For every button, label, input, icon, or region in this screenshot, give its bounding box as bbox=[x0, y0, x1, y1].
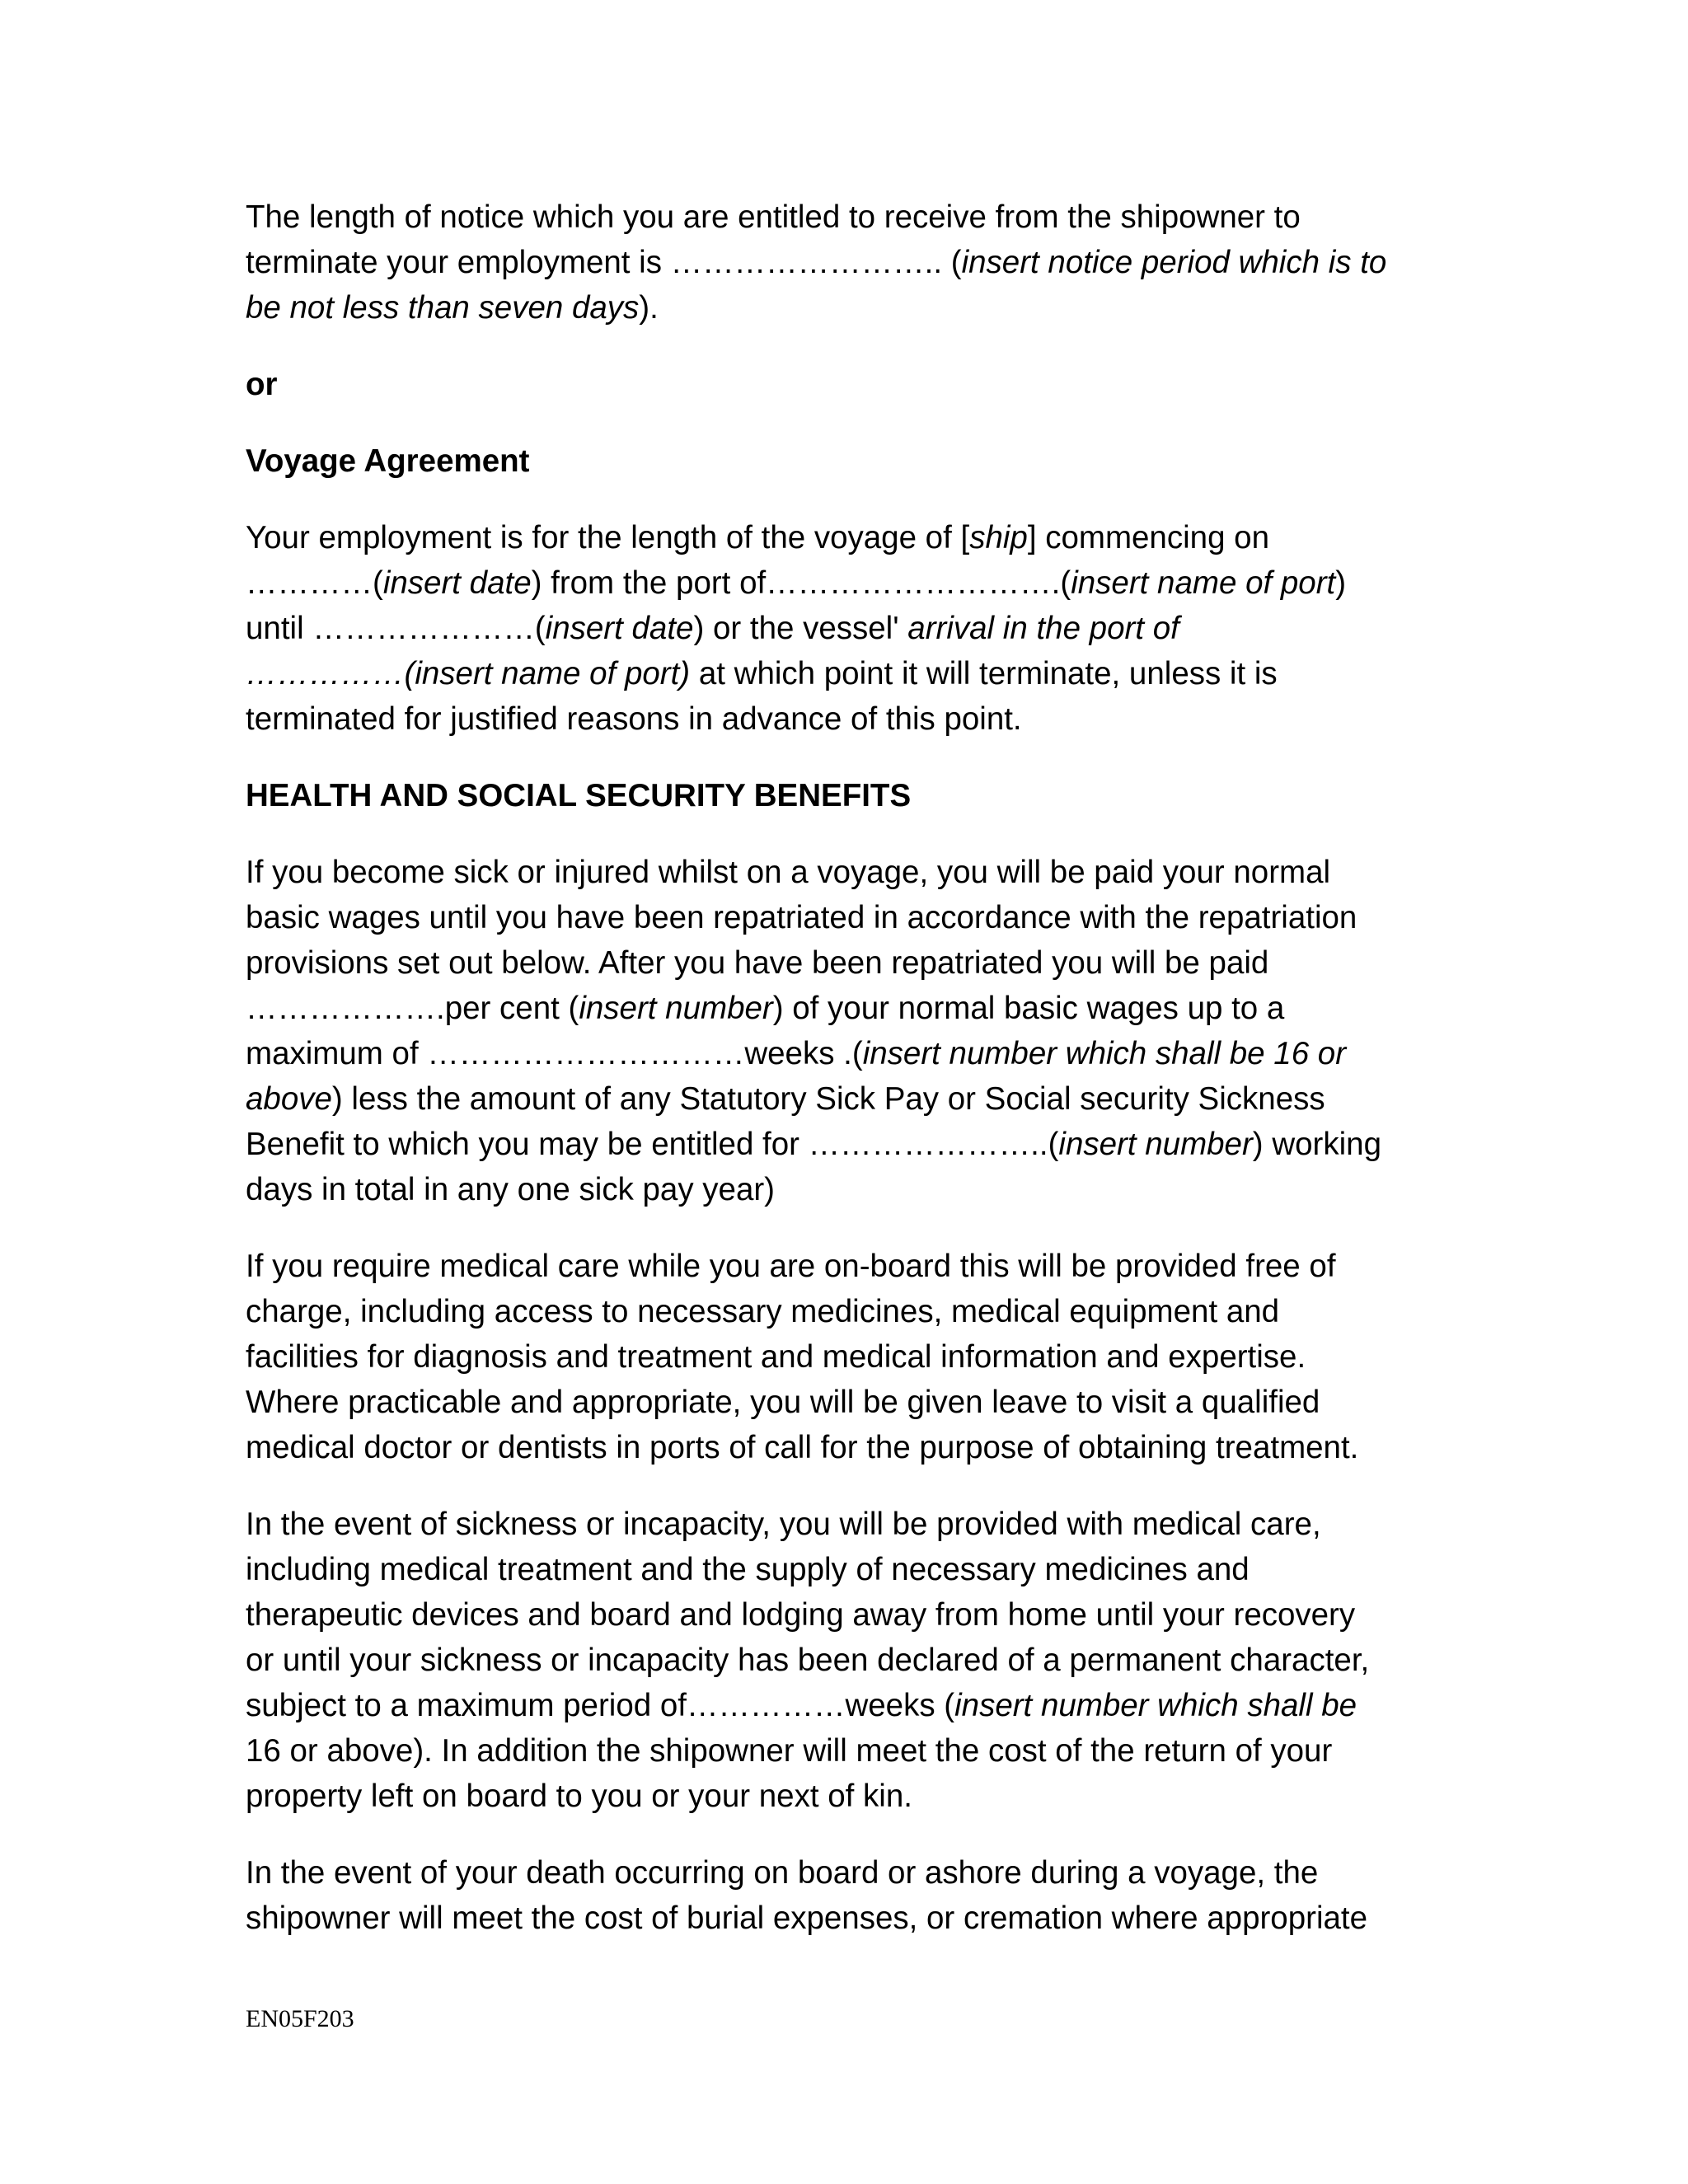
text-run: maximum of …………………………weeks .( bbox=[246, 1036, 863, 1071]
text-run: ) working bbox=[1252, 1127, 1381, 1162]
italic-instruction: insert number which shall be bbox=[954, 1688, 1357, 1723]
voyage-paragraph bbox=[246, 515, 1449, 742]
text-run: ) less the amount of any Statutory Sick Pay or Social security Sickness bbox=[331, 1081, 1325, 1117]
text-line bbox=[246, 285, 1449, 330]
text-line bbox=[246, 1289, 1449, 1334]
text-run: If you become sick or injured whilst on a voyage, you will be paid your normal bbox=[246, 855, 1331, 890]
italic-instruction: ship bbox=[969, 520, 1028, 555]
text-run: …………( bbox=[246, 565, 383, 601]
text-line bbox=[246, 1592, 1449, 1638]
medical-care-paragraph bbox=[246, 1244, 1449, 1470]
voyage-agreement-heading: Voyage Agreement bbox=[246, 443, 530, 479]
incapacity-paragraph bbox=[246, 1502, 1449, 1819]
italic-instruction: insert date bbox=[545, 611, 694, 646]
or-label: or bbox=[246, 367, 278, 402]
text-line bbox=[246, 850, 1449, 895]
death-paragraph bbox=[246, 1850, 1449, 1941]
text-line bbox=[246, 1380, 1449, 1425]
text-run: The length of notice which you are entitled to receive from the shipowner to bbox=[246, 199, 1301, 235]
text-line bbox=[246, 940, 1449, 986]
text-run: Benefit to which you may be entitled for …………………..( bbox=[246, 1127, 1059, 1162]
text-line bbox=[246, 1425, 1449, 1470]
text-line bbox=[246, 1728, 1449, 1774]
text-run: ) from the port of……………………….( bbox=[531, 565, 1071, 601]
text-line bbox=[246, 240, 1449, 285]
text-run: 16 or above). In addition the shipowner will meet the cost of the return of your bbox=[246, 1733, 1333, 1769]
italic-instruction: arrival in the port of bbox=[907, 611, 1179, 646]
text-line bbox=[246, 1502, 1449, 1547]
text-run: ] commencing on bbox=[1027, 520, 1269, 555]
italic-instruction: insert number bbox=[579, 991, 773, 1026]
text-run: days in total in any one sick pay year) bbox=[246, 1172, 775, 1207]
health-benefits-heading: HEALTH AND SOCIAL SECURITY BENEFITS bbox=[246, 778, 912, 813]
text-line bbox=[246, 1638, 1449, 1683]
italic-instruction: insert name of port bbox=[1071, 565, 1336, 601]
text-line bbox=[246, 696, 1449, 742]
text-run: ) bbox=[1335, 565, 1347, 601]
text-run: therapeutic devices and board and lodging away from home until your recovery bbox=[246, 1597, 1356, 1633]
text-line bbox=[246, 1547, 1449, 1592]
text-line bbox=[246, 895, 1449, 940]
text-run: medical doctor or dentists in ports of call for the purpose of obtaining treatment. bbox=[246, 1430, 1359, 1465]
text-line bbox=[246, 1031, 1449, 1076]
text-run: charge, including access to necessary medicines, medical equipment and bbox=[246, 1294, 1280, 1329]
footer-document-code: EN05F203 bbox=[246, 2005, 354, 2032]
text-run: subject to a maximum period of……………weeks ( bbox=[246, 1688, 955, 1723]
text-run: ) of your normal basic wages up to a bbox=[772, 991, 1285, 1026]
text-line bbox=[246, 1167, 1449, 1212]
text-line bbox=[246, 194, 1449, 240]
text-run: terminate your employment is …………………….. ( bbox=[246, 245, 962, 280]
text-line bbox=[246, 1076, 1449, 1122]
text-run: terminated for justified reasons in advance of this point. bbox=[246, 701, 1022, 737]
italic-instruction: ……………(insert name of port) bbox=[246, 656, 691, 691]
text-run: In the event of sickness or incapacity, you will be provided with medical care, bbox=[246, 1507, 1321, 1542]
text-run: If you require medical care while you are on-board this will be provided free of bbox=[246, 1249, 1336, 1284]
sick-pay-paragraph bbox=[246, 850, 1449, 1212]
text-line bbox=[246, 606, 1449, 651]
text-line bbox=[246, 515, 1449, 560]
text-line bbox=[246, 986, 1449, 1031]
notice-paragraph bbox=[246, 194, 1449, 330]
text-run: ) or the vessel' bbox=[693, 611, 908, 646]
text-run: ……………….per cent ( bbox=[246, 991, 579, 1026]
italic-instruction: insert notice period which is to bbox=[961, 245, 1387, 280]
text-line bbox=[246, 1244, 1449, 1289]
text-run: or until your sickness or incapacity has been declared of a permanent character, bbox=[246, 1643, 1370, 1678]
text-run: at which point it will terminate, unless it is bbox=[690, 656, 1278, 691]
text-run: including medical treatment and the supply of necessary medicines and bbox=[246, 1552, 1250, 1587]
text-run: In the event of your death occurring on board or ashore during a voyage, the bbox=[246, 1855, 1319, 1891]
italic-instruction: insert number bbox=[1058, 1127, 1253, 1162]
text-line bbox=[246, 1774, 1449, 1819]
text-line bbox=[246, 1896, 1449, 1941]
italic-instruction: above bbox=[246, 1081, 332, 1117]
text-run: provisions set out below. After you have been repatriated you will be paid bbox=[246, 945, 1269, 981]
italic-instruction: insert date bbox=[382, 565, 532, 601]
text-line bbox=[246, 560, 1449, 606]
text-line bbox=[246, 1122, 1449, 1167]
text-run: Your employment is for the length of the voyage of [ bbox=[246, 520, 970, 555]
text-run: until …………………( bbox=[246, 611, 546, 646]
text-run: basic wages until you have been repatriated in accordance with the repatriation bbox=[246, 900, 1357, 935]
text-run: shipowner will meet the cost of burial expenses, or cremation where appropriate bbox=[246, 1900, 1368, 1936]
text-run: Where practicable and appropriate, you will be given leave to visit a qualified bbox=[246, 1385, 1320, 1420]
text-run: property left on board to you or your next of kin. bbox=[246, 1779, 912, 1814]
document-body bbox=[246, 194, 1449, 1972]
text-line bbox=[246, 1334, 1449, 1380]
text-line bbox=[246, 1683, 1449, 1728]
text-run: facilities for diagnosis and treatment and medical information and expertise. bbox=[246, 1339, 1306, 1375]
italic-instruction: insert number which shall be 16 or bbox=[862, 1036, 1347, 1071]
text-run: ). bbox=[639, 290, 659, 326]
text-line bbox=[246, 1850, 1449, 1896]
italic-instruction: be not less than seven days bbox=[246, 290, 640, 326]
text-line bbox=[246, 651, 1449, 696]
